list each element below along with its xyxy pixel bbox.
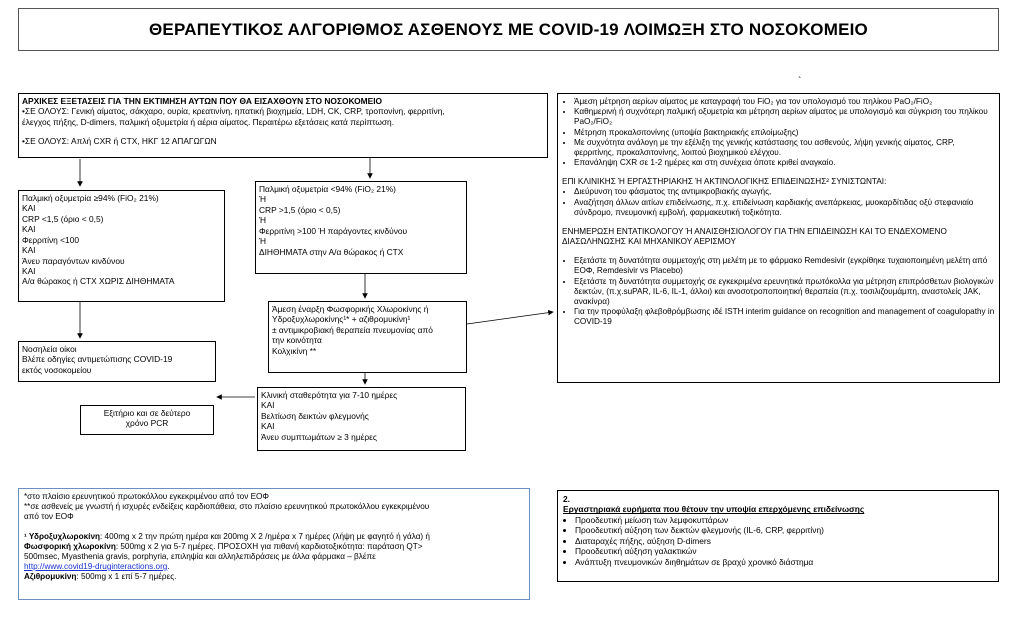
- footnote-link-line: [24, 562, 524, 572]
- arrow-treatment-to-right: [467, 312, 553, 324]
- stability-line: Βελτίωση δεικτών φλεγμονής: [261, 410, 369, 421]
- azi-label: Αζιθρομυκίνη: [24, 572, 77, 582]
- lab-item: • Προοδευτική μείωση των λεμφοκυττάρων: [575, 515, 993, 525]
- cq-text: : 500mg x 2 για 5-7 ημέρες. ΠΡΟΣΟΧΗ για πιθανή καρδιοτοξικότητα: παράταση QT>: [115, 541, 423, 551]
- discharge-line: Εξιτήριο και σε δεύτερο: [103, 408, 191, 418]
- lab-number: 2.: [563, 494, 570, 504]
- treatment-line: την κοινότητα: [272, 335, 322, 346]
- left-criteria-box: [18, 190, 225, 302]
- treatment-line: Άμεση έναρξη Φωσφορικής Χλωροκίνης ή: [272, 304, 429, 314]
- home-care-box: [18, 341, 216, 382]
- icu-heading: ΕΝΗΜΕΡΩΣΗ ΕΝΤΑΤΙΚΟΛΟΓΟΥ Ή ΑΝΑΙΣΘΗΣΙΟΛΟΓΟΥ ΓΙΑ ΤΗΝ ΕΠΙΔΕΙΝΩΣΗ ΚΑΙ ΤΟ ΕΝΔΕΧΟΜΕΝΟ ΔΙΑΣΩΛΗΝΩΣΗΣ ΚΑΙ ΜΗΧΑΝΙΚΟΥ ΑΕΡΙΣΜΟΥ: [562, 226, 947, 247]
- stray-mark: `: [798, 76, 802, 87]
- monitoring-item: • Επανάληψη CXR σε 1-2 ημέρες και στη συνέχεια όποτε κριθεί αναγκαίο.: [574, 158, 995, 168]
- criteria-line: Ή: [259, 215, 267, 226]
- cq-label: Φωσφορική χλωροκίνη: [24, 541, 116, 551]
- hcq-text: : 400mg x 2 την πρώτη ημέρα και 200mg X 2 /ημέρα x 7 ημέρες (λήψη με φαγητό ή γάλα) ή: [100, 531, 430, 541]
- treatment-line: Κολχικίνη **: [272, 345, 317, 356]
- stability-box: [257, 387, 466, 451]
- hcq-label: ¹ Υδροξυχλωροκίνη: [24, 531, 100, 541]
- criteria-line: Φερριτίνη >100 Ή παράγοντες κινδύνου: [259, 225, 408, 236]
- trial-item: • Εξετάστε τη δυνατότητα συμμετοχής σε εγκεκριμένα ερευνητικά πρωτόκολλα για μέτρηση επιπρόσθετων βιολογικών δεικτών, (π.χ.suPAR, IL-6, IL-1, άλλοι) και ανοσοτροποποιητική θεραπεία (π.χ. τοσιλιζουμάμπη, αναστολείς JAK, ανακίνρα): [574, 277, 995, 308]
- discharge-box: [80, 405, 214, 435]
- discharge-line: χρόνο PCR: [125, 418, 169, 429]
- criteria-line: CRP >1,5 (όριο < 0,5): [259, 204, 341, 215]
- trials-list: [562, 256, 995, 327]
- footnotes-box: [18, 488, 530, 600]
- footnote-cq: [24, 542, 524, 552]
- criteria-line: Α/α θώρακος ή CTX ΧΩΡΙΣ ΔΙΗΘΗΜΑΤΑ: [22, 276, 175, 287]
- criteria-line: CRP <1,5 (όριο < 0,5): [22, 213, 104, 224]
- mid-criteria-box: [255, 181, 467, 274]
- monitoring-list: [562, 97, 995, 168]
- footnote-cq-2: 500msec, Myasthenia gravis, porphyria, επιληψία και αλληλεπιδράσεις με άλλα φάρμακα – βλέπε: [24, 551, 376, 561]
- monitoring-item: • Καθημερινή ή συχνότερη παλμική οξυμετρία και μέτρηση αερίων αίματος με υπολογισμό και σύγκριση του πηλίκου PaO₂/FiO₂: [574, 107, 995, 127]
- criteria-line: ΚΑΙ: [22, 245, 36, 256]
- lab-item: • Προοδευτική αύξηση γαλακτικών: [575, 546, 993, 556]
- stability-line: ΚΑΙ: [261, 400, 275, 411]
- stability-line: ΚΑΙ: [261, 421, 275, 432]
- lab-item: • Προοδευτική αύξηση των δεικτών φλεγμονής (IL-6, CRP, φερριτίνη): [575, 525, 993, 535]
- criteria-line: ΚΑΙ: [22, 224, 36, 235]
- criteria-line: Άνευ παραγόντων κινδύνου: [22, 255, 125, 266]
- lab-findings-box: [557, 490, 999, 582]
- treatment-box: [268, 301, 467, 373]
- criteria-line: Ή: [259, 194, 267, 205]
- lab-heading: Εργαστηριακά ευρήματα που θέτουν την υποψία επερχόμενης επιδείνωσης: [563, 504, 865, 515]
- footnote-hcq: [24, 532, 524, 542]
- criteria-line: Φερριτίνη <100: [22, 234, 80, 245]
- page-title: ΘΕΡΑΠΕΥΤΙΚΟΣ ΑΛΓΟΡΙΘΜΟΣ ΑΣΘΕΝΟΥΣ ΜΕ COVID-19 ΛΟΙΜΩΞΗ ΣΤΟ ΝΟΣΟΚΟΜΕΙΟ: [18, 8, 999, 51]
- treatment-line: ± αντιμικροβιακή θεραπεία πνευμονίας από: [272, 324, 433, 335]
- lab-item: • Ανάπτυξη πνευμονικών διηθημάτων σε βραχύ χρονικό διάστημα: [575, 557, 993, 567]
- stability-line: Κλινική σταθερότητα για 7-10 ημέρες: [261, 390, 398, 400]
- deterioration-list: [562, 187, 995, 218]
- criteria-line: ΚΑΙ: [22, 265, 36, 276]
- criteria-line: Ή: [259, 236, 267, 247]
- monitoring-panel: [557, 93, 1000, 383]
- monitoring-item: • Μέτρηση προκαλσιτονίνης (υποψία βακτηριακής επιλοίμωξης): [574, 128, 995, 138]
- trial-item: • Για την προφύλαξη φλεβοθρόμβωσης ιδέ ISTH interim guidance on recognition and management of coagulopathy in COVID-19: [574, 307, 995, 327]
- deterioration-item: • Διεύρυνση του φάσματος της αντιμικροβιακής αγωγής,: [574, 187, 995, 197]
- footnote-1: *στο πλαίσιο ερευνητικού πρωτοκόλλου εγκεκριμένου από τον ΕΟΦ: [24, 492, 269, 501]
- treatment-line: Υδροξυχλωροκίνης¹* + αζιθρομυκίνη¹: [272, 314, 411, 325]
- home-care-line: εκτός νοσοκομείου: [22, 364, 92, 375]
- footnote-2: **σε ασθενείς με γνωστή ή ισχυρές ενδείξεις καρδιοπάθεια, στο πλαίσιο ερευνητικού πρωτοκόλλου εγκεκριμένου: [24, 502, 430, 512]
- link-suffix: .: [167, 562, 170, 572]
- criteria-line: Παλμική οξυμετρία <94% (FiO₂ 21%): [259, 184, 396, 194]
- monitoring-item: • Με συχνότητα ανάλογη με την εξέλιξη της γενικής κατάστασης του ασθενούς, λήψη γενικής αίματος, CRP, φερριτίνης, προκαλσιτονίνης, λοιπού βιοχημικού ελέγχου.: [574, 138, 995, 158]
- criteria-line: ΚΑΙ: [22, 203, 36, 214]
- initial-line-3: •ΣΕ ΟΛΟΥΣ: Απλή CXR ή CTX, ΗΚΓ 12 ΑΠΑΓΩΓΩΝ: [22, 136, 217, 147]
- home-care-line: Νοσηλεία οίκοι: [22, 344, 77, 354]
- criteria-line: Παλμική οξυμετρία ≥94% (FiO₂ 21%): [22, 193, 159, 203]
- initial-exams-box: [18, 93, 548, 158]
- deterioration-item: • Αναζήτηση άλλων αιτίων επιδείνωσης, π.χ. επιδείνωση καρδιακής ανεπάρκειας, μυοκαρδίτιδας οξύ στεφανιαίο σύνδρομο, πνευμονική εμβολή, φαρμακευτική τοξικότητα.: [574, 198, 995, 218]
- monitoring-item: • Άμεση μέτρηση αερίων αίματος με καταγραφή του FiO₂ για τον υπολογισμό του πηλίκου PaO₂/FiO₂: [574, 97, 995, 107]
- home-care-line: Βλέπε οδηγίες αντιμετώπισης COVID-19: [22, 354, 173, 365]
- footnote-azi: [24, 572, 524, 582]
- criteria-line: ΔΙΗΘΗΜΑΤΑ στην Α/α θώρακος ή CTX: [259, 246, 404, 257]
- deterioration-heading: ΕΠΙ ΚΛΙΝΙΚΗΣ Ή ΕΡΓΑΣΤΗΡΙΑΚΗΣ Ή ΑΚΤΙΝΟΛΟΓΙΚΗΣ ΕΠΙΔΕΙΝΩΣΗΣ² ΣΥΝΙΣΤΩΝΤΑΙ:: [562, 177, 887, 187]
- azi-text: : 500mg x 1 επί 5-7 ημέρες.: [76, 572, 177, 582]
- lab-list: [563, 515, 993, 567]
- trial-item: • Εξετάστε τη δυνατότητα συμμετοχής στη μελέτη με το φάρμακο Remdesivir (εγκρίθηκε τυχαιοποιημένη μελέτη από ΕΟΦ, Remdesivir vs Placebo): [574, 256, 995, 276]
- stability-line: Άνευ συμπτωμάτων ≥ 3 ημέρες: [261, 431, 377, 442]
- druginteractions-link[interactable]: http://www.covid19-druginteractions.org: [24, 562, 168, 572]
- initial-line-1: •ΣΕ ΟΛΟΥΣ: Γενική αίματος, σάκχαρο, ουρία, κρεατινίνη, ηπατική βιοχημεία, LDH, CK, CRP, τροπονίνη, φερριτίνη,: [22, 106, 445, 117]
- lab-item: • Διαταραχές πήξης, αύξηση D-dimers: [575, 536, 993, 546]
- initial-heading: ΑΡΧΙΚΕΣ ΕΞΕΤΑΣΕΙΣ ΓΙΑ ΤΗΝ ΕΚΤΙΜΗΣΗ ΑΥΤΩΝ ΠΟΥ ΘΑ ΕΙΣΑΧΘΟΥΝ ΣΤΟ ΝΟΣΟΚΟΜΕΙΟ: [22, 96, 383, 106]
- initial-line-2: έλεγχος πήξης, D-dimers, παλμική οξυμετρία ή αέρια αίματος. Περαιτέρω εξετάσεις κατά περίπτωση.: [22, 116, 395, 127]
- footnote-2b: από τον ΕΟΦ: [24, 512, 74, 522]
